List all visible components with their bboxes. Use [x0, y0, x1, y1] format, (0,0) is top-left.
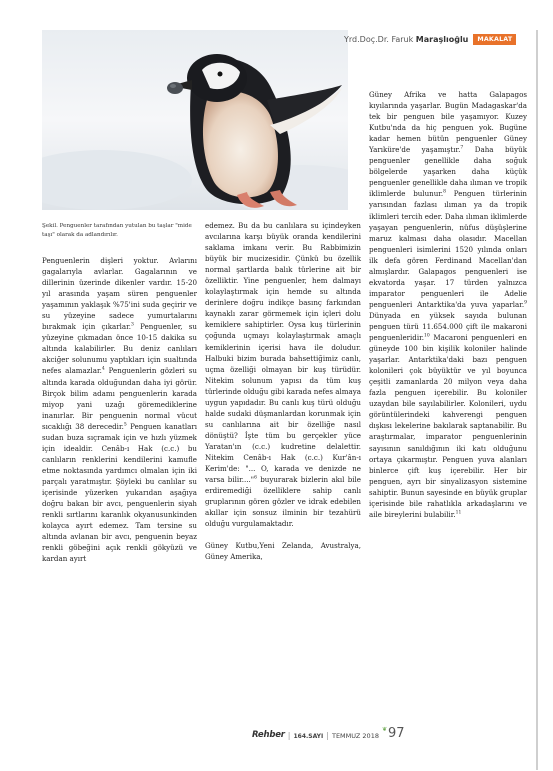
author-name [344, 35, 468, 44]
page-edge-rule [536, 30, 538, 770]
leaf-icon: ❦ [381, 726, 387, 733]
footnote-ref: 5 [123, 422, 127, 428]
footer-separator: | [326, 731, 329, 740]
column-1-text-a: Penguenlerin dişleri yoktur. Avlarını gagalarıyla avlarlar. Gagalarının ve dillerinin üzerinde dikenler vardır. 15-20 yıl arasında yaşam süren penguenler yaşamının yaklaşık %75'ini suda geçirir ve su yüzeyine sadece yumurtalarını bırakmak için çıkarlar. [42, 256, 197, 332]
column-2-text-b: buyurarak bizlerin akıl bile erdiremediği özelliklere sahip canlı gruplarının gören gözler ve idrak edebilen akıllar için sonsuz ilminin bir tezahürü olduğu vurgulamaktadır. [205, 475, 361, 529]
column-1-paragraph [42, 255, 197, 564]
footnote-ref: 7 [460, 145, 464, 151]
column-1-text-c: Penguenlerin gözleri su altında karada olduğundan daha iyi görür. Birçok bilim adamı penguenlerin karada miyop yani uzağı göremediklerine inanırlar. Bir penguenin normal vücut sıcaklığı 38 derecedir. [42, 366, 197, 431]
issue-date: TEMMUZ 2018 [331, 732, 379, 740]
article-author-header [344, 33, 516, 45]
page-number: 97 [388, 726, 405, 741]
page-footer [252, 726, 405, 740]
footnote-ref: 11 [455, 510, 462, 516]
footnote-ref: 8 [443, 190, 447, 196]
column-3-text-b: Daha büyük penguenler genellikle daha soğuk bölgelerde yaşarken daha küçük penguenler genellikle daha ılıman ve tropik iklimlerde bulunur. [369, 145, 527, 199]
section-badge: MAKALAT [473, 34, 516, 45]
article-column-3 [369, 89, 527, 520]
column-1-text-d: Penguen kanatları sudan buza sıçramak için ve hızlı yüzmek için idealdir. Cenâb-ı Hak (c.c.) bu canlıların renklerini kendilerini kamufle etme noktasında yardımcı olmalan için iki parçalı yaratmıştır. Şöyleki bu canlılar su içerisinde yüzerken yukarıdan aşağıya doğru bakan bir avcı, penguenlerin siyah renkli sırtlarını karanlık okyanusunkinden kolayca ayırt edemez. Tam tersine su altında avlanan bir avcı, penguenin beyaz renkli göbeğini açık renkli gökyüzü ve kardan ayırt [42, 421, 197, 564]
column-3-text-a: Güney Afrika ve hatta Galapagos kıyılarında yaşarlar. Bugün Madagaskar'da tek bir penguen bile yaşamıyor. Kuzey Kutbu'nda da hiç penguen yok. Bugüne kadar hemen bütün penguenler Güney Yarıküre'de yaşamıştır. [369, 90, 527, 155]
column-1-text-b: Penguenler, su yüzeyine çıkmadan önce 10-15 dakika su altında kalabilirler. Bu deniz canlıları akciğer solunumu yaptıkları için sualtında nefes alamazlar. [42, 322, 197, 376]
magazine-name: Rehber [252, 730, 285, 740]
footnote-ref: 9 [524, 300, 527, 306]
author-surname: Maraşlıoğlu [415, 34, 469, 44]
column-2-paragraph [205, 220, 361, 529]
column-3-paragraph [369, 89, 527, 520]
article-column-1 [42, 255, 197, 564]
column-2-end-paragraph: Güney Kutbu,Yeni Zelanda, Avustralya, Güney Amerika, [205, 541, 361, 562]
footer-separator: | [287, 731, 291, 740]
penguin-illustration [42, 30, 348, 210]
column-3-text-d: Dünyada en yüksek sayıda bulunan penguen türü 11.654.000 çift ile makaroni penguenleridir. [369, 310, 527, 343]
column-2-text-a: edemez. Bu da bu canlılara su içindeyken avcılarına karşı büyük oranda kendilerini saklama imkanı verir. Bu Rabbimizin büyük bir mucizesidir. Çünkü bu özellik normal şartlarda balık türlerine ait bir özelliktir. Yine penguenler, hem dalmayı kolaylaştırmak için hemde su altında derinlere doğru indikçe basınç farkından kaynaklı zarar görmemek için içleri dolu kemiklere sahiptirler. Oysa kuş türlerinin çoğunda uçmayı kolaylaştırmak amaçlı kemiklerinin içerisi hava ile doludur. Halbuki bizim burada bahsettiğimiz canlı, uçma özelliği olmayan bir kuş türüdür. Nitekim solunum yapısı da tüm kuş türlerinde olduğu gibi karada nefes almaya uygun yapıdadır. Bu canlı kuş türü olduğu halde sudaki düşmanlardan korunmak için su canlılarına ait bir özelliğe nasıl dönüştü? İşte tüm bu gerçekler yüce Yaratan'ın (c.c.) kudretine delalettir. Nitekim Cenâb-ı Hak (c.c.) Kur'ân-ı Kerim'de: "... O, karada ve denizde ne varsa bilir...." [205, 221, 361, 485]
column-3-text-e: Macaroni penguenleri en güneyde 100 bin kişilik koloniler halinde yaşarlar. Antarktika'daki bazı penguen kolonileri çok büyüktür ve yıl boyunca çeşitli zamanlarda 20 milyon veya daha fazla penguen içerebilir. Bu koloniler uzaydan bile sayılabilirler. Kolonileri, uydu görüntülerindeki kahverengi penguen dışkısı lekelerine bakılarak saptanabilir. Bu araştırmalar, imparator penguenlerinin sayısının sanıldığının iki katı olduğunu ortaya çıkarmıştır. Penguen yuva alanları binlerce çift kuş içerebilir. Her bir penguen, ayrı bir sinyalizasyon sistemine sahiptir. Bunun sayesinde en büyük gruplar içerisinde bile rahatlıkla arkadaşlarını ve aile bireylerini bulabilir. [369, 333, 527, 519]
article-column-2 [205, 220, 361, 562]
footnote-ref: 4 [101, 367, 105, 373]
footnote-ref: 3 [131, 322, 134, 328]
issue-number: 164.SAYI [293, 733, 324, 740]
penguin-photo [42, 30, 348, 210]
footnote-ref: 6 [254, 475, 257, 481]
photo-caption: Şekil. Penguenler tarafından yutulan bu taşlar "mide taşı" olarak da adlandırılır. [42, 223, 192, 238]
author-prefix: Yrd.Doç.Dr. Faruk [344, 34, 416, 44]
column-3-text-c: Penguen türlerinin yarısından fazlası ılıman ya da tropik iklimleri tercih eder. Daha ılıman iklimlerde yaşayan penguenlerin, nüfus düşüşlerine maruz kalması daha olasıdır. Macellan penguenleri isimlerini 1520 yılında onları ilk defa gören Ferdinand Macellan'dan almışlardır. Galapagos penguenleri ise ekvatorda yaşar. 17 türden yalnızca imparator penguenleri ile Adelie penguenleri Antarktika'da yuva yaparlar. [369, 189, 528, 309]
footnote-ref: 10 [424, 333, 430, 339]
